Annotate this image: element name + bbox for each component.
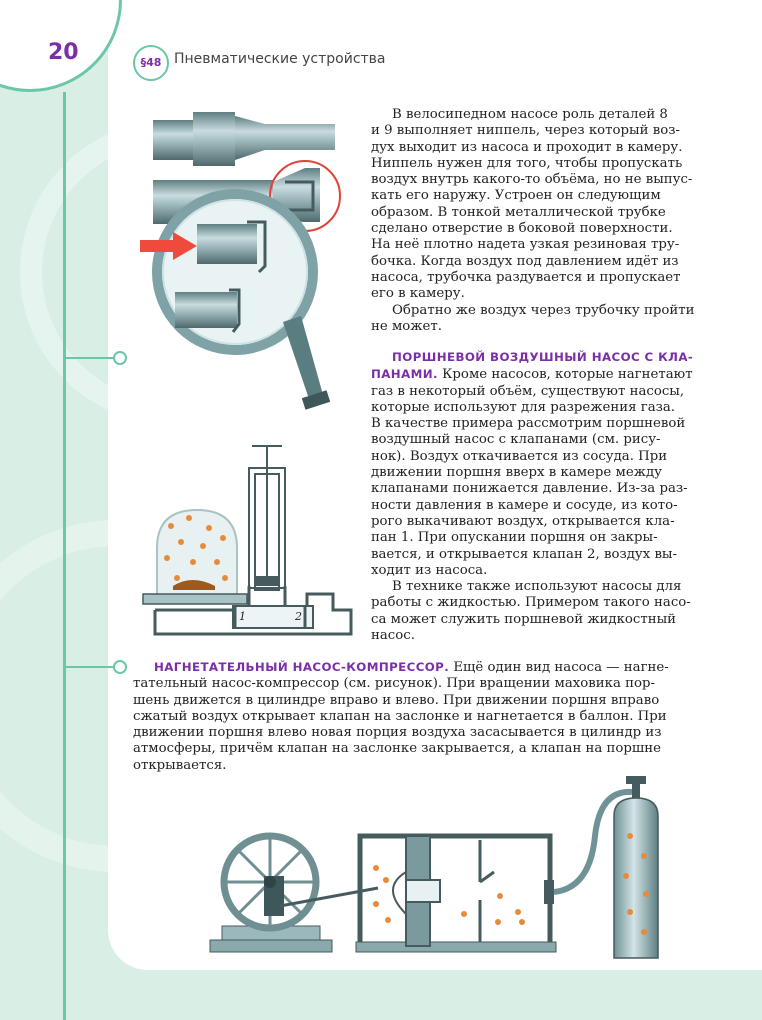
text-line: образом. В тонкой металлической трубке [371, 204, 666, 220]
flywheel [210, 836, 332, 952]
text-line: сжатый воздух открывает клапан на заслонке и нагнетается в баллон. При [133, 708, 667, 724]
section-badge: §48 [133, 45, 169, 81]
piston-pump-paragraph [371, 349, 713, 644]
text-line: вается, и открывается клапан 2, воздух вы- [371, 546, 678, 562]
compressor-paragraph [133, 659, 713, 774]
text-line: кать его наружу. Устроен он следующим [371, 188, 661, 204]
text-line: его в камеру. [371, 286, 465, 302]
page-number: 20 [48, 40, 79, 65]
valve-label-1: 1 [239, 610, 246, 623]
guide-branch-1 [65, 357, 117, 359]
text-line: Кроме насосов, которые нагнетают [437, 367, 693, 383]
text-line: движении поршня влево новая порция воздуха засасывается в цилиндр из [133, 725, 662, 741]
text-line: работы с жидкостью. Примером такого насо- [371, 595, 691, 611]
pump-tube-top [153, 112, 335, 166]
text-line: сделано отверстие в боковой поверхности. [371, 221, 673, 237]
guide-knob-1 [113, 351, 127, 365]
text-line: Ниппель нужен для того, чтобы пропускать [371, 155, 683, 171]
text-line: пан 1. При опускании поршня он закры- [371, 530, 658, 546]
text-line: которые используют для разрежения газа. [371, 399, 676, 415]
text-line: не может. [371, 318, 442, 334]
magnifier-icon [157, 194, 330, 410]
text-line: открывается. [133, 757, 227, 773]
text-line: ности давления в камере и сосуде, из кото- [371, 497, 678, 513]
text-line: тательный насос-компрессор (см. рисунок). При вращении маховика пор- [133, 676, 655, 692]
margin-guide-line [63, 92, 66, 1020]
text-line: воздух внутрь какого-то объёма, но не выпус- [371, 172, 693, 188]
compressor-particles [373, 865, 525, 925]
piston-pump-figure [137, 438, 355, 642]
nipple-figure [135, 102, 353, 412]
nipple-paragraph [371, 107, 713, 335]
piston-pump-heading: ПОРШНЕВОЙ ВОЗДУШНЫЙ НАСОС С КЛА- [392, 350, 694, 364]
text-line: бочка. Когда воздух под давлением идёт из [371, 253, 679, 269]
compressor-figure [200, 776, 670, 966]
piston-pump-heading-cont: ПАНАМИ. [371, 367, 438, 382]
text-line: Ещё один вид насоса — нагне- [449, 660, 669, 675]
text-line: насос. [371, 628, 415, 644]
guide-knob-2 [113, 660, 127, 674]
text-line: ходит из насоса. [371, 562, 488, 578]
compressor-heading: НАГНЕТАТЕЛЬНЫЙ НАСОС-КОМПРЕССОР. [154, 660, 450, 674]
text-line: воздушный насос с клапанами (см. рису- [371, 432, 661, 448]
text-line: В качестве примера рассмотрим поршневой [371, 416, 686, 432]
text-line: рого выкачивают воздух, открывается кла- [371, 513, 675, 529]
text-line: шень движется в цилиндре вправо и влево. При движении поршня вправо [133, 692, 660, 708]
cylinder [360, 836, 550, 946]
text-line: насоса, трубочка раздувается и пропускает [371, 269, 681, 285]
text-line: На неё плотно надета узкая резиновая тру- [371, 237, 680, 253]
guide-branch-2 [65, 666, 117, 668]
text-line: газ в некоторый объём, существуют насосы, [371, 383, 685, 399]
text-line: В велосипедном насосе роль деталей 8 [392, 107, 668, 122]
text-line: дух выходит из насоса и проходит в камеру. [371, 139, 683, 155]
text-line: атмосферы, причём клапан на заслонке закрывается, а клапан на поршне [133, 741, 662, 757]
text-line: движении поршня вверх в камере между [371, 465, 662, 481]
text-line: клапанами понижается давление. Из-за раз- [371, 481, 688, 497]
text-line: Обратно же воздух через трубочку пройти [392, 302, 695, 318]
gas-cylinder [614, 776, 658, 958]
valve-label-2: 2 [295, 610, 302, 623]
section-title: Пневматические устройства [174, 51, 386, 67]
text-line: и 9 выполняет ниппель, через который воз- [371, 123, 680, 139]
text-line: са может служить поршневой жидкостный [371, 611, 677, 627]
text-line: нок). Воздух откачивается из сосуда. При [371, 448, 668, 464]
text-line: В технике также используют насосы для [392, 579, 682, 595]
